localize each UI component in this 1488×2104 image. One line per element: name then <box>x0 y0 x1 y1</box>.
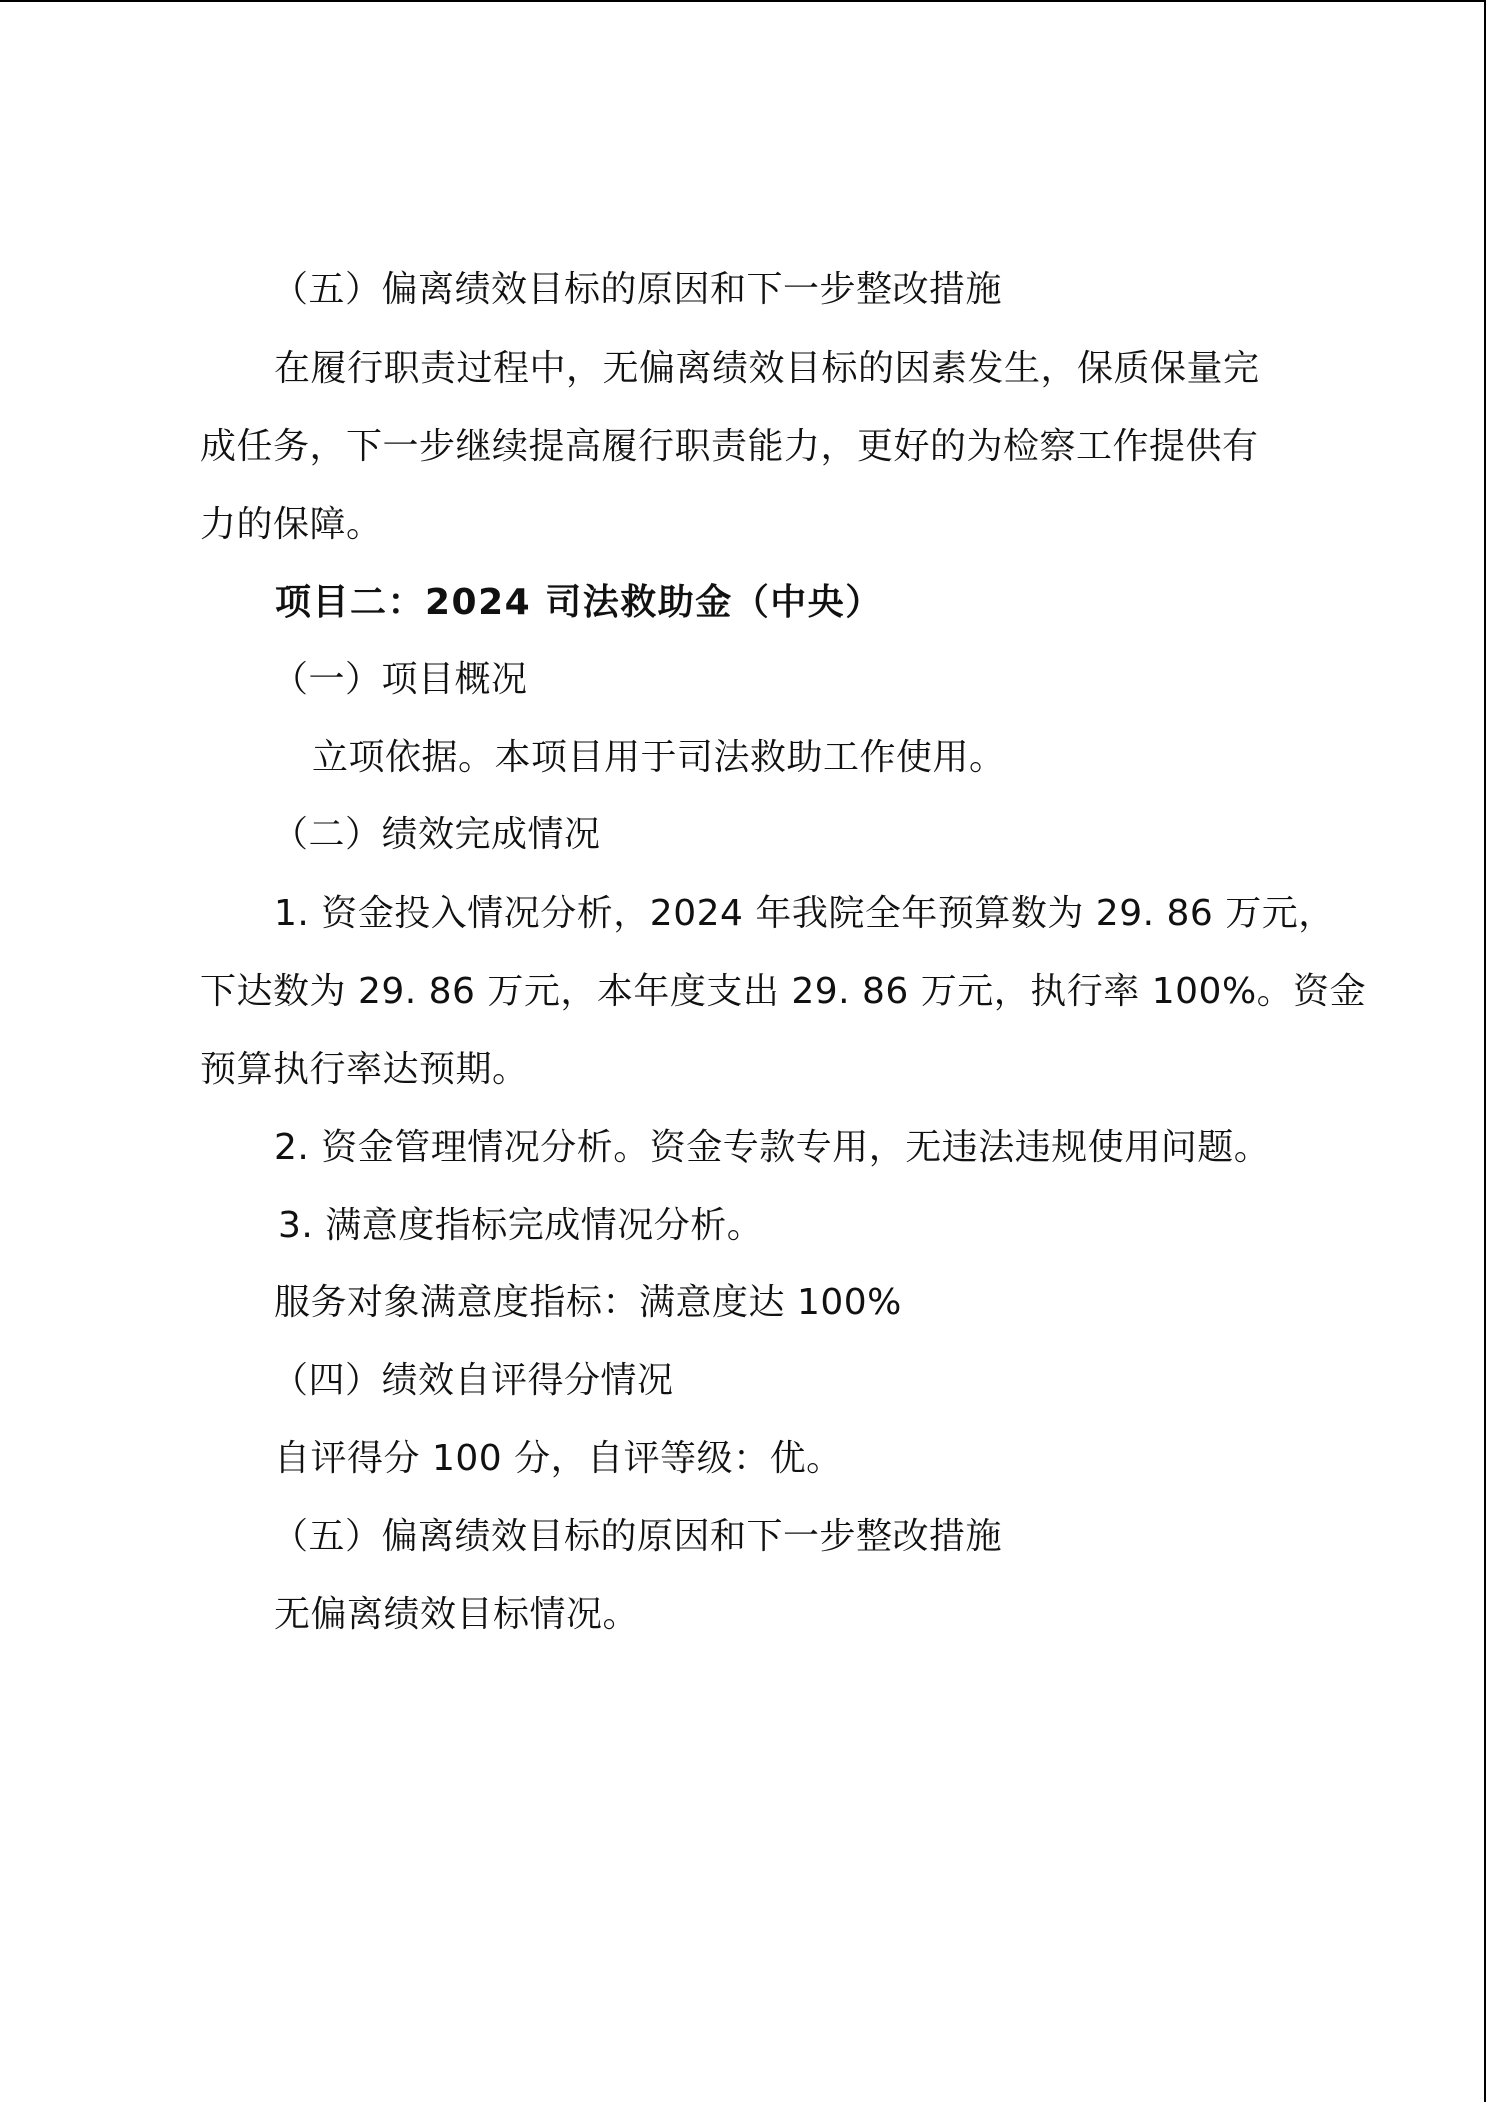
paragraph-funding-input-line-1: 1. 资金投入情况分析，2024 年我院全年预算数为 29. 86 万元， <box>274 893 1335 934</box>
section-heading-performance-completion: （二）绩效完成情况 <box>272 814 601 855</box>
paragraph-no-deviation: 无偏离绩效目标情况。 <box>274 1594 640 1635</box>
paragraph-project-basis: 立项依据。本项目用于司法救助工作使用。 <box>312 737 1006 778</box>
paragraph-satisfaction-indicator: 服务对象满意度指标：满意度达 100% <box>274 1282 902 1323</box>
section-heading-deviation-causes-2: （五）偏离绩效目标的原因和下一步整改措施 <box>272 1516 1003 1557</box>
section-heading-self-evaluation: （四）绩效自评得分情况 <box>272 1360 674 1401</box>
paragraph-satisfaction-analysis: 3. 满意度指标完成情况分析。 <box>278 1205 764 1246</box>
paragraph-self-evaluation-score: 自评得分 100 分，自评等级：优。 <box>274 1438 843 1479</box>
section-heading-deviation-causes: （五）偏离绩效目标的原因和下一步整改措施 <box>272 269 1003 310</box>
paragraph-funding-management: 2. 资金管理情况分析。资金专款专用，无违法违规使用问题。 <box>274 1127 1271 1168</box>
paragraph-funding-input-line-3: 预算执行率达预期。 <box>200 1049 529 1090</box>
project-two-title: 项目二：2024 司法救助金（中央） <box>275 582 883 623</box>
paragraph-deviation-line-1: 在履行职责过程中，无偏离绩效目标的因素发生，保质保量完 <box>274 348 1260 389</box>
paragraph-deviation-line-3: 力的保障。 <box>200 504 383 545</box>
section-heading-project-overview: （一）项目概况 <box>272 659 528 700</box>
paragraph-funding-input-line-2: 下达数为 29. 86 万元，本年度支出 29. 86 万元，执行率 100%。资金 <box>200 971 1367 1012</box>
paragraph-deviation-line-2: 成任务，下一步继续提高履行职责能力，更好的为检察工作提供有 <box>200 426 1259 467</box>
